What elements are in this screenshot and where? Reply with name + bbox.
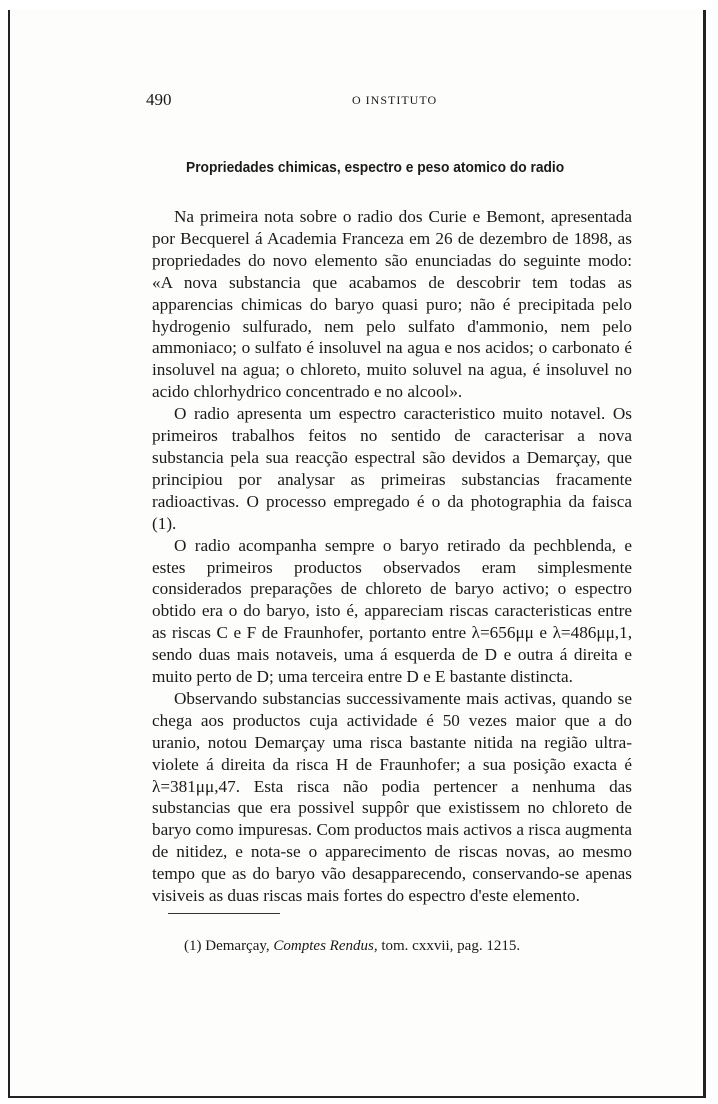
footnote-journal: Comptes Rendus, <box>273 938 378 954</box>
paragraph: Na primeira nota sobre o radio dos Curie e Bemont, apresentada por Becquerel á Academia Franceza em 26 de dezembro de 1898, as propriedades do novo elemento são enunciadas do seguinte modo: «A nova substancia que acabamos de descobrir tem todas as apparencias chimicas do baryo quasi puro; não é precipitada pelo hydrogenio sulfurado, nem pelo sulfato d'ammonio, nem pelo ammoniaco; o sulfato é insoluvel na agua e nos acidos; o carbonato é insoluvel na agua; o chloreto, muito soluvel na agua, é insoluvel no acido chlorhydrico concentrado e no alcool». <box>152 207 632 402</box>
footnote-divider <box>168 913 280 914</box>
footnote-reference: tom. cxxvii, pag. 1215. <box>381 938 521 954</box>
page-header <box>10 90 703 114</box>
footnote <box>184 938 520 955</box>
paragraph: Observando substancias successivamente mais activas, quando se chega aos productos cuja actividade é 50 vezes maior que a do uranio, notou Demarçay uma risca bastante nitida na região ultra-violete á direita da risca H de Fraunhofer; a sua posição exacta é λ=381μμ,47. Esta risca não podia pertencer a nenhuma das substancias que era possivel suppôr que existissem no chloreto de baryo como impuresas. Com productos mais activos a risca augmenta de nitidez, e nota-se o apparecimento de riscas novas, ao mesmo tempo que as do baryo vão desapparecendo, conservando-se apenas visiveis as duas riscas mais fortes do espectro d'este elemento. <box>152 688 632 906</box>
document-page <box>8 10 706 1098</box>
paragraph: O radio apresenta um espectro caracteristico muito notavel. Os primeiros trabalhos feitos no sentido de caracterisar a nova substancia pela sua reacção espectral são devidos a Demarçay, que principiou por analysar as primeiras substancias fracamente radioactivas. O processo empregado é o da photographia da faisca (1). <box>152 404 632 533</box>
footnote-marker: (1) <box>184 938 202 954</box>
paragraph: O radio acompanha sempre o baryo retirado da pechblenda, e estes primeiros productos observados eram simplesmente considerados preparações de chloreto de baryo activo; o espectro obtido era o do baryo, isto é, appareciam riscas caracteristicas entre as riscas C e F de Fraunhofer, portanto entre λ=656μμ e λ=486μμ,1, sendo duas mais notaveis, uma á esquerda de D e outra á direita e muito perto de D; uma terceira entre D e E bastante distincta. <box>152 535 632 687</box>
running-title: O INSTITUTO <box>352 93 438 107</box>
section-title: Propriedades chimicas, espectro e peso atomico do radio <box>186 160 565 176</box>
body-text <box>152 206 632 907</box>
footnote-author: Demarçay, <box>205 938 270 954</box>
page-number: 490 <box>146 90 172 109</box>
